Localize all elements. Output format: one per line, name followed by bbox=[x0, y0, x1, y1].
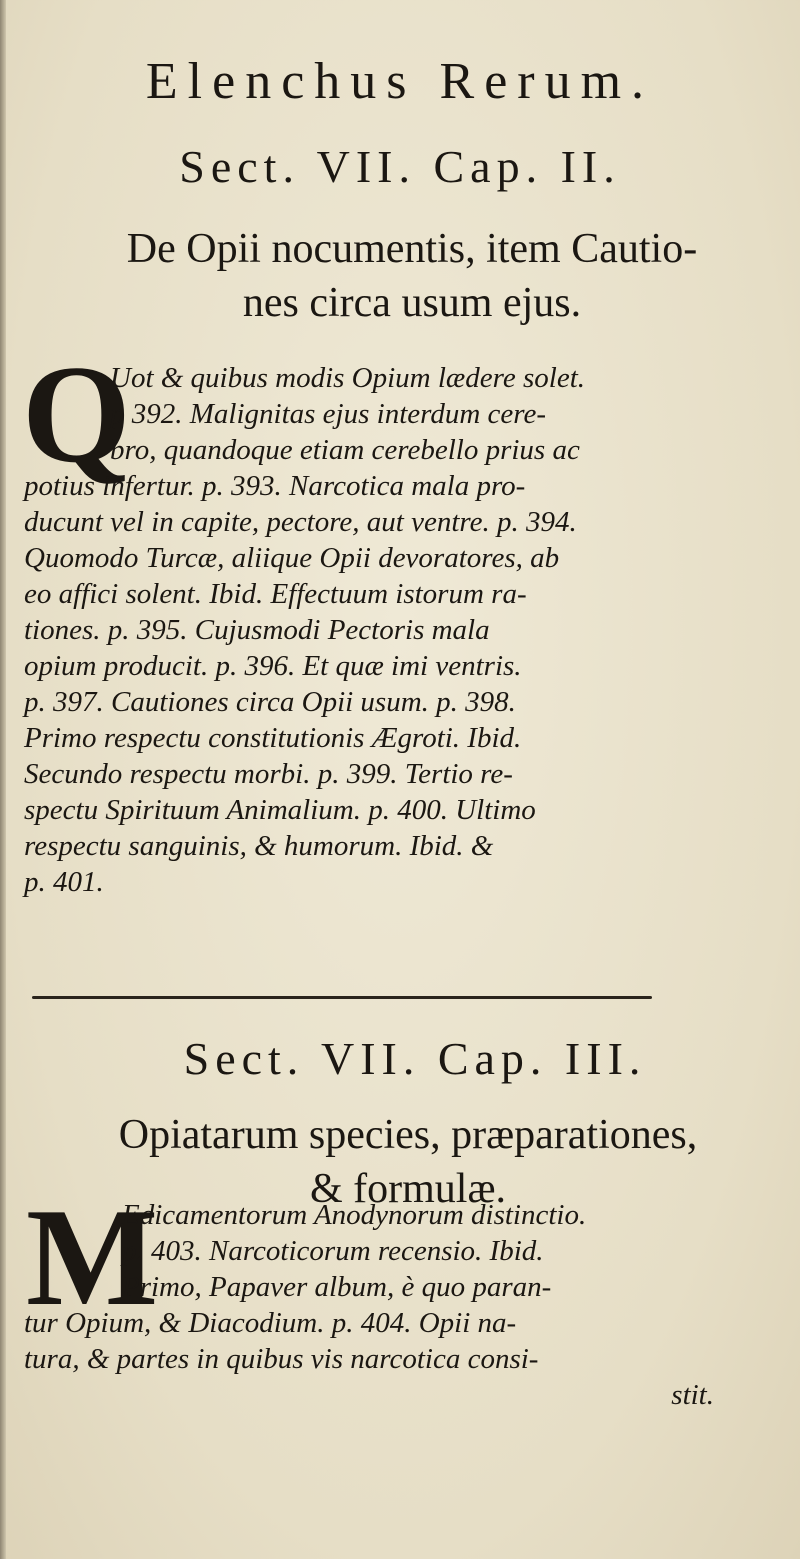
summary-line: tura, & partes in quibus vis narcotica consi- bbox=[24, 1343, 539, 1375]
section-summary bbox=[24, 1197, 724, 1413]
running-title: Elenchus Rerum. bbox=[145, 53, 655, 110]
summary-line: opium producit. p. 396. Et quæ imi ventris. bbox=[24, 650, 522, 682]
summary-line: tiones. p. 395. Cujusmodi Pectoris mala bbox=[24, 614, 490, 646]
section-heading: Sect. VII. Cap. II. bbox=[179, 141, 621, 192]
summary-line: Quomodo Turcæ, aliique Opii devoratores, ab bbox=[24, 542, 560, 574]
summary-line: potius infertur. p. 393. Narcotica mala pro- bbox=[24, 470, 526, 502]
summary-line: p. 401. bbox=[24, 866, 104, 898]
divider-rule bbox=[32, 996, 652, 999]
summary-line: stit. bbox=[671, 1379, 714, 1411]
summary-line: Primo respectu constitutionis Ægroti. Ibid. bbox=[24, 722, 522, 754]
summary-line: spectu Spirituum Animalium. p. 400. Ultimo bbox=[24, 794, 536, 826]
summary-line: p. 397. Cautiones circa Opii usum. p. 398. bbox=[24, 686, 516, 718]
section-summary bbox=[24, 360, 724, 900]
section-heading: Sect. VII. Cap. III. bbox=[183, 1033, 647, 1084]
summary-line: Primo, Papaver album, è quo paran- bbox=[122, 1271, 552, 1303]
summary-line: respectu sanguinis, & humorum. Ibid. & bbox=[24, 830, 494, 862]
summary-line: Edicamentorum Anodynorum distinctio. bbox=[122, 1199, 587, 1231]
section-title-line: nes circa usum ejus. bbox=[242, 280, 582, 326]
summary-line: tur Opium, & Diacodium. p. 404. Opii na- bbox=[24, 1307, 517, 1339]
section-title-line: & formulæ. bbox=[310, 1166, 506, 1212]
summary-line: bro, quandoque etiam cerebello prius ac bbox=[110, 434, 580, 466]
summary-line: p 392. Malignitas ejus interdum cere- bbox=[110, 398, 547, 430]
drop-cap: M bbox=[26, 1180, 159, 1335]
summary-line: Uot & quibus modis Opium lædere solet. bbox=[110, 362, 586, 394]
drop-cap: Q bbox=[22, 337, 131, 492]
summary-line: Secundo respectu morbi. p. 399. Tertio re- bbox=[24, 758, 513, 790]
section-title bbox=[12, 222, 800, 330]
summary-line: eo affici solent. Ibid. Effectuum istorum ra- bbox=[24, 578, 527, 610]
summary-line: ducunt vel in capite, pectore, aut ventre. p. 394. bbox=[24, 506, 577, 538]
section-title-line: De Opii nocumentis, item Cautio- bbox=[126, 226, 698, 272]
page-binding-edge bbox=[0, 0, 6, 1559]
summary-line: p. 403. Narcoticorum recensio. Ibid. bbox=[122, 1235, 544, 1267]
section-title-line: Opiatarum species, præparationes, bbox=[118, 1112, 698, 1158]
